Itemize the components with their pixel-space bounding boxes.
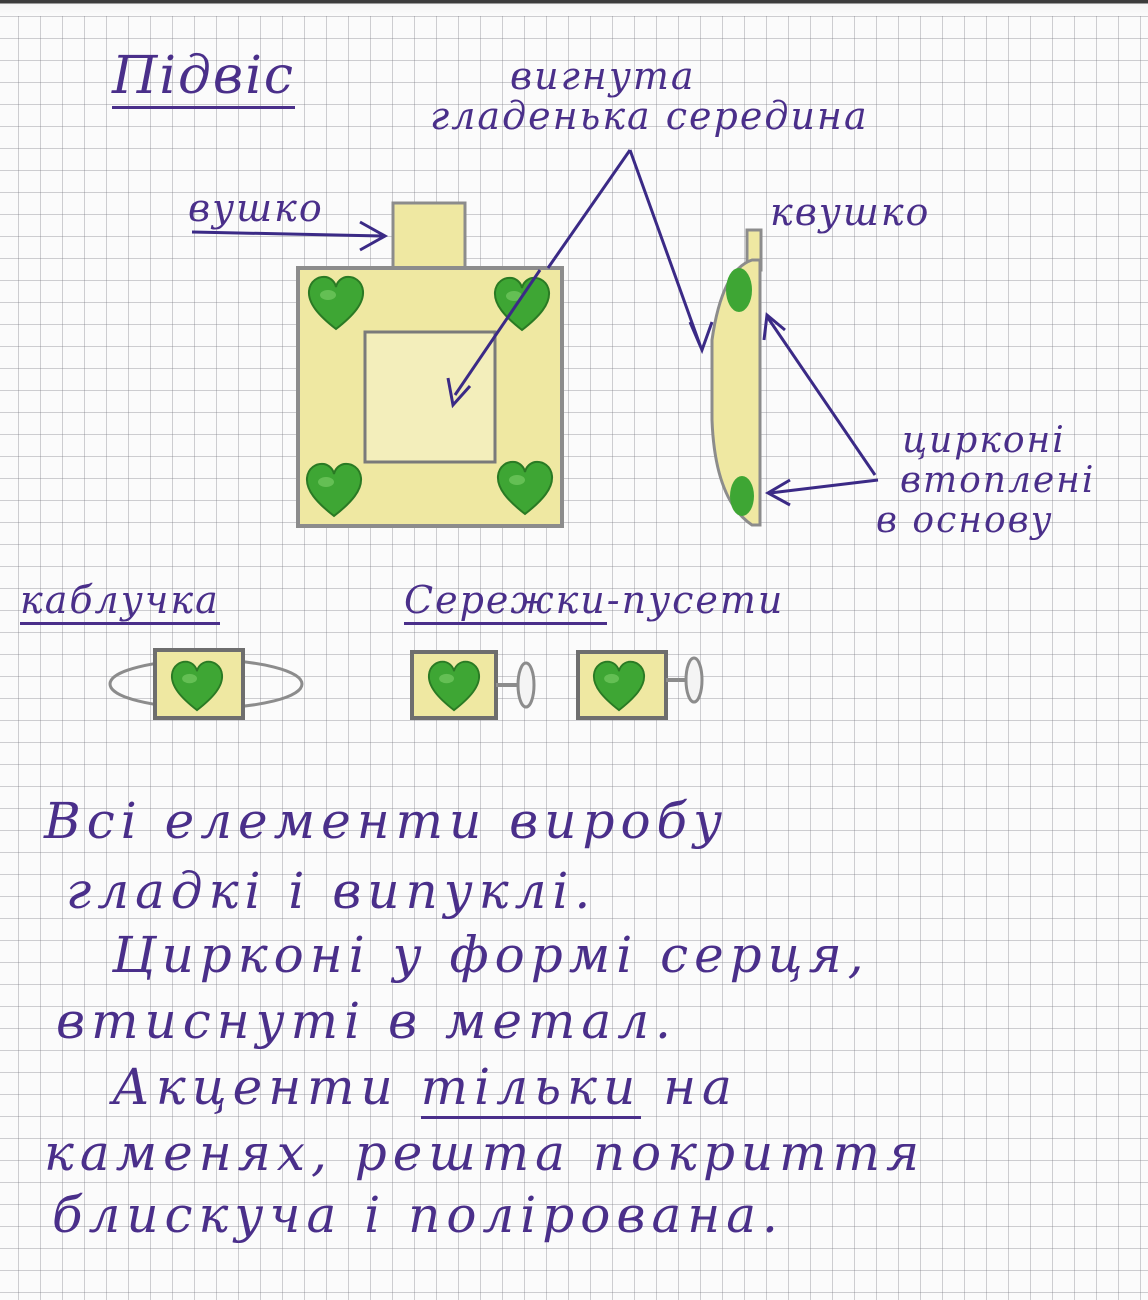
note-only: тільки — [421, 1058, 642, 1119]
sketch-title: Підвіс — [112, 46, 295, 109]
note-line-6: каменях, решта покриття — [44, 1124, 926, 1182]
ring-label: каблучка — [20, 578, 220, 625]
label-curved: вигнута — [510, 54, 696, 98]
note-line-3: Цирконі у формі серця, — [112, 926, 870, 984]
arrow-icon — [192, 232, 382, 236]
label-zircons-2: втоплені — [900, 460, 1096, 501]
label-zircons-1: цирконі — [902, 420, 1066, 461]
arrow-icon — [630, 150, 700, 345]
pendant-center — [365, 332, 495, 462]
label-zircons-3: в основу — [876, 500, 1054, 541]
earring-1-back — [518, 663, 534, 707]
label-eye: вушко — [188, 186, 324, 230]
side-stone-top — [726, 268, 752, 312]
note-line-1: Всі елементи виробу — [44, 792, 729, 850]
note-line-7: блискуча і полірована. — [52, 1186, 784, 1244]
arrow-icon — [768, 318, 875, 475]
label-eye-side: квушко — [770, 190, 931, 234]
side-stone-bottom — [730, 476, 754, 516]
earrings-label-b: -пусети — [606, 578, 785, 622]
note-line-4: втиснуті в метал. — [56, 992, 677, 1050]
pendant-bail — [393, 203, 465, 269]
note-on: на — [663, 1058, 738, 1116]
earrings-label-a: Сережки — [404, 578, 607, 625]
note-line-5 — [112, 1058, 738, 1116]
earrings-label — [404, 578, 784, 622]
label-smooth-middle: гладенька середина — [430, 94, 869, 138]
note-line-2: гладкі і випуклі. — [66, 862, 597, 920]
arrow-icon — [548, 150, 630, 268]
earring-2-back — [686, 658, 702, 702]
note-accents: Акценти — [112, 1058, 399, 1116]
